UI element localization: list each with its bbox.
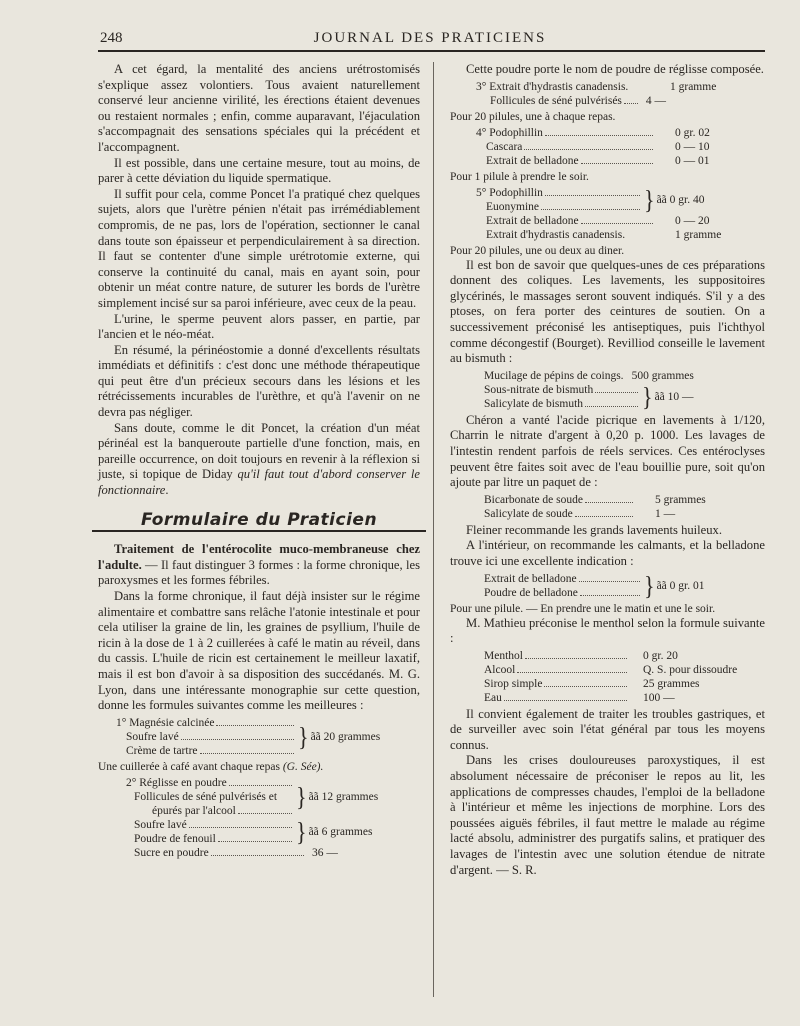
paragraph: A cet égard, la mentalité des anciens urétrostomisés s'explique assez volontiers. Tous avaient naturellement conservé leur ancienne virilité, les érections étaient devenues ou restaient normales ; enfin, comme auparavant, l'éjaculation s'accompagnait des sensations spéciales qui la précédent et l'accompagnent.: [98, 62, 420, 154]
column-divider: [433, 62, 434, 997]
formula-note: Pour 20 pilules, une ou deux au diner.: [450, 244, 625, 257]
paragraph: Il est bon de savoir que quelques-unes de ces préparations donnent des coliques. Les lavements, les suppositoires glycérinés, le massages seront souvent indiqués. S'il y a des ptoses, on fera porter des ceintures de soutien. On a successivement préconisé les antiseptiques, puis l'ichthyol comme décongestif (Bourget). Revilliod conseille le lavement au bismuth :: [450, 257, 765, 366]
formula-3: 3° Extrait d'hydrastis canadensis. 1 gramme Follicules de séné pulvérisés 4 —: [476, 80, 717, 107]
left-column: [98, 62, 420, 862]
brace-icon: }: [296, 781, 307, 812]
paragraph: Dans la forme chronique, il faut déjà insister sur le régime alimentaire et combattre sans relâche l'atonie intestinale et pour cela utiliser la graine de lin, les graines de psyllium, l'huile de ricin à la dose de 1 à 2 cuillerées à café le matin au réveil, dans du cassis. L'huile de ricin est certainement le meilleur laxatif, mais il est bon d'avoir à sa disposition des succédanés. M. G. Lyon, dans une intéressante monographie sur cette question, donne les formules suivantes comme les meilleures :: [98, 589, 420, 713]
formula-9: Menthol 0 gr. 20 Alcool Q. S. pour dissoudre Sirop simple 25 grammes Eau 100 —: [484, 649, 738, 704]
section-rule: [92, 530, 426, 532]
formula-note: Pour 20 pilules, une à chaque repas.: [450, 110, 616, 123]
formula-8: Extrait de belladone Poudre de belladone } ãã 0 gr. 01: [484, 569, 705, 600]
formula-note: Pour 1 pilule à prendre le soir.: [450, 170, 589, 183]
formula-1: 1° Magnésie calcinée Soufre lavé Crème de tartre } ãã 20 grammes: [116, 716, 381, 757]
formula-6: Mucilage de pépins de coings. 500 grammes Sous-nitrate de bismuth Salicylate de bismuth } ãã 10 —: [484, 369, 694, 412]
paragraph: Cette poudre porte le nom de poudre de réglisse composée.: [466, 62, 764, 76]
right-column: [450, 62, 765, 878]
paragraph: En résumé, la périnéostomie a donné d'excellents résultats immédiats et définitifs : c'est donc une méthode thérapeutique qui peut être d'un précieux secours dans les lésions et les rétrécissements incurables de l'urèthre, et qu'à l'avenir on ne devra pas négliger.: [98, 342, 420, 420]
paragraph: Sans doute, comme le dit Poncet, la création d'un méat périnéal est la banqueroute partielle d'une fonction, mais, en pareille occurrence, on doit toujours en revenir à la réflexion si juste, si topique de Diday qu'il faut tout d'abord conserver le fonctionnaire.: [98, 420, 420, 498]
paragraph: Chéron a vanté l'acide picrique en lavements à 1/120, Charrin le nitrate d'argent à 0,20 p. 1000. Les lavages de l'intestin rendent parfois de réels services. Ces entéroclyses peuvent être faites soit avec de l'eau bouillie pure, soit qu'on ajoute par litre un paquet de :: [450, 412, 765, 490]
paragraph: M. Mathieu préconise le menthol selon la formule suivante :: [450, 615, 765, 646]
paragraph: A l'intérieur, on recommande les calmants, et la belladone trouve ici une excellente indication :: [450, 538, 765, 568]
paragraph: Il convient également de traiter les troubles gastriques, et de surveiller avec soin l'état général par tous les moyens connus.: [450, 706, 765, 752]
paragraph: Il est possible, dans une certaine mesure, tout au moins, de parer à cette déviation du liquide spermatique.: [98, 155, 420, 186]
article-heading: Traitement de l'entérocolite muco-membraneuse chez l'adulte. — Il faut distinguer 3 formes : la forme chronique, les paroxysmes et les formes fébriles.: [98, 542, 420, 588]
formula-note: Une cuillerée à café avant chaque repas (G. Sée).: [98, 760, 324, 773]
paragraph: Dans les crises douloureuses paroxystiques, il est absolument nécessaire de préconiser le repos au lit, les applications de compresses chaudes, l'emploi de la belladone à l'intérieur et même les injections de morphine. Lors des poussées aiguës fébriles, il faut mettre le malade au régime lacté absolu, administrer des purgatifs salins, et pratiquer des lavages de l'intestin avec une solution étendue de nitrate d'argent. — S. R.: [450, 753, 765, 877]
brace-icon: }: [644, 569, 655, 600]
journal-title: JOURNAL DES PRATICIENS: [313, 30, 547, 46]
formula-2: 2° Réglisse en poudre Follicules de séné pulvérisés et épurés par l'alcool } ãã 12 grammes Soufre lavé Poudre de fenouil } ãã 6 grammes Sucre en poudre 36 —: [126, 776, 379, 859]
paragraph: Il suffit pour cela, comme Poncet l'a pratiqué chez quelques sujets, alors que l'urètre pénien n'était pas irrémédiablement compromis, de ne pas, lors de l'opération, sectionner le canal dans toute son épaisseur et perpendiculairement à sa direction. Il faut se contenter d'une simple urétrotomie externe, qui conserve la continuité du canal, mais en ayant soin, pour obtenir un méat contre nature, de suturer les bords de l'urètre simplement incisé sur sa paroi inférieure, avec ceux de la peau.: [98, 186, 420, 310]
brace-icon: }: [644, 183, 655, 214]
formula-note: Pour une pilule. — En prendre une le matin et une le soir.: [450, 602, 716, 615]
section-title: Formulaire du Praticien: [140, 509, 378, 530]
formula-4: 4° Podophillin 0 gr. 02 Cascara 0 — 10 Extrait de belladone 0 — 01: [476, 126, 710, 167]
formula-5: 5° Podophillin Euonymine } ãã 0 gr. 40 Extrait de belladone 0 — 20 Extrait d'hydrastis canadensis. 1 gramme: [476, 183, 722, 241]
formula-7: Bicarbonate de soude 5 grammes Salicylate de soude 1 —: [484, 493, 706, 520]
page-number: 248: [100, 30, 123, 46]
header-rule: [98, 50, 765, 52]
brace-icon: }: [642, 381, 653, 412]
paragraph: L'urine, le sperme peuvent alors passer, en partie, par l'ancien et le néo-méat.: [98, 311, 420, 342]
brace-icon: }: [296, 816, 307, 847]
paragraph: Fleiner recommande les grands lavements huileux.: [466, 522, 722, 537]
brace-icon: }: [298, 721, 309, 752]
